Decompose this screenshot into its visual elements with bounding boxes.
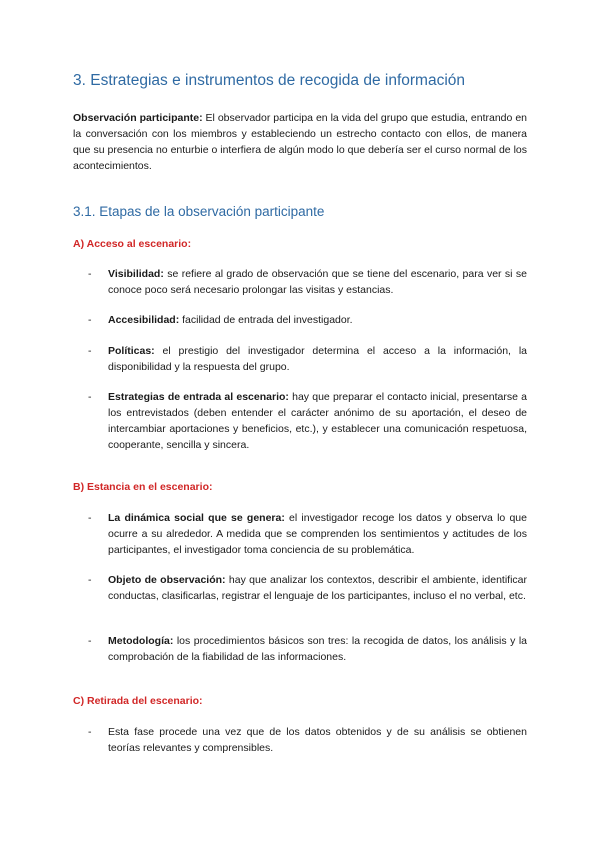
list-item [88,312,527,328]
list-item [88,343,527,375]
list-item [88,633,527,665]
item-term: Metodología: [108,635,174,647]
item-term: Objeto de observación: [108,574,226,586]
item-text: el prestigio del investigador determina el acceso a la información, la disponibilidad y la respuesta del grupo. [108,345,527,373]
section-subtitle: 3.1. Etapas de la observación participante [73,204,325,219]
list-item [88,266,527,298]
dash-bullet: - [88,345,92,357]
item-text: el investigador recoge los datos y observa lo que ocurre a su alrededor. A medida que se comprenden los sentimientos y actitudes de los participantes, el investigador toma conciencia de su problemática. [108,512,527,556]
section-title-a: A) Acceso al escenario: [73,238,192,250]
intro-text: El observador participa en la vida del grupo que estudia, entrando en la conversación con los miembros y estableciendo un estrecho contacto con ellos, de manera que su presencia no enturbie o interfiera de algún modo lo que debería ser el curso normal de los acontecimientos. [73,112,527,172]
list-item [88,724,527,756]
page-title: 3. Estrategias e instrumentos de recogida de información [73,72,466,89]
list-item [88,510,527,558]
item-term: Visibilidad: [108,268,164,280]
intro-term: Observación participante: [73,112,203,124]
list-item [88,389,527,453]
dash-bullet: - [88,635,92,647]
section-title-c: C) Retirada del escenario: [73,695,203,707]
item-term: La dinámica social que se genera: [108,512,285,524]
dash-bullet: - [88,314,92,326]
item-text: Esta fase procede una vez que de los datos obtenidos y de su análisis se obtienen teorías relevantes y comprensibles. [108,726,527,754]
dash-bullet: - [88,574,92,586]
intro-paragraph [73,110,527,174]
item-term: Estrategias de entrada al escenario: [108,391,289,403]
list-item [88,572,527,604]
dash-bullet: - [88,391,92,403]
dash-bullet: - [88,726,92,738]
item-text: hay que preparar el contacto inicial, presentarse a los entrevistados (deben entender el carácter anónimo de su aportación, el deseo de intercambiar aportaciones y beneficios, etc.), y establecer una comunicación respetuosa, cooperante, sencilla y sincera. [108,391,528,451]
item-term: Accesibilidad: [108,314,180,326]
dash-bullet: - [88,512,92,524]
dash-bullet: - [88,268,92,280]
item-term: Políticas: [108,345,155,357]
item-text: se refiere al grado de observación que se tiene del escenario, para ver si se conoce poco será necesario prolongar las visitas y estancias. [108,268,527,296]
item-text: los procedimientos básicos son tres: la recogida de datos, los análisis y la comprobación de la fiabilidad de las informaciones. [108,635,527,663]
item-text: facilidad de entrada del investigador. [179,314,353,326]
section-title-b: B) Estancia en el escenario: [73,481,213,493]
item-text: hay que analizar los contextos, describir el ambiente, identificar conductas, clasificarlas, registrar el lenguaje de los participantes, incluso el no verbal, etc. [108,574,527,602]
